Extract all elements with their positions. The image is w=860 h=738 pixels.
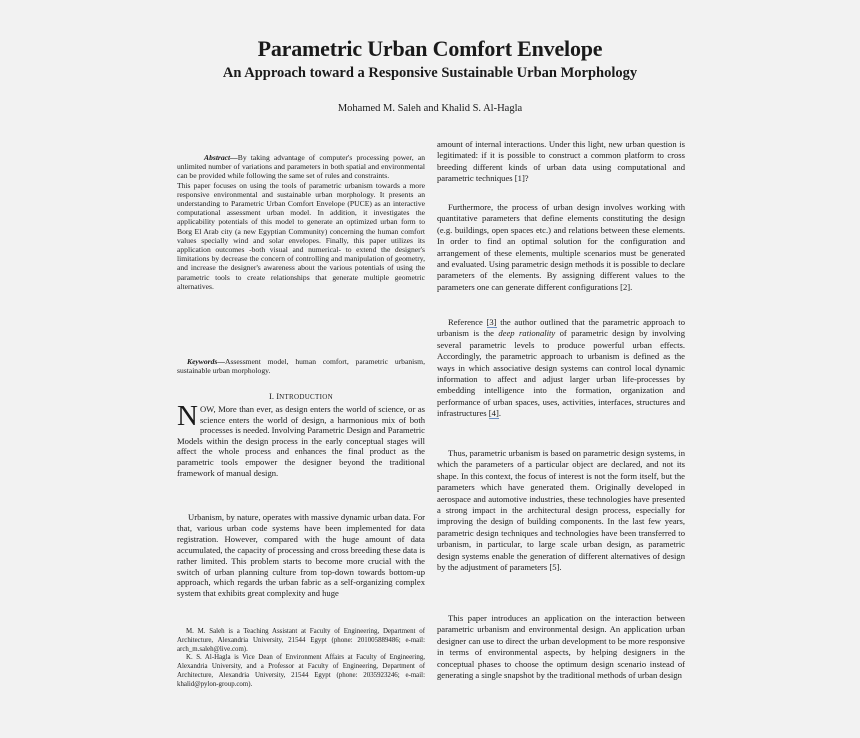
section-first-letter: I bbox=[276, 391, 280, 401]
footnote-1: M. M. Saleh is a Teaching Assistant at Faculty of Engineering, Department of Architecture, Alexandria University, 21544 Egypt (phone: 201005889486; e-mail: arch_m.saleh@live.com). bbox=[177, 628, 425, 653]
intro-paragraph-1 bbox=[177, 400, 425, 478]
paper-authors: Mohamed M. Saleh and Khalid S. Al-Hagla bbox=[337, 103, 523, 114]
paper-title: Parametric Urban Comfort Envelope bbox=[257, 36, 603, 61]
keywords-label: Keywords bbox=[187, 357, 218, 366]
right-text-3b: the author outlined that the parametric approach to urbanism is the bbox=[437, 317, 685, 339]
right-text-2: Furthermore, the process of urban design involves working with quantitative parameters that define elements constituting the design (e.g. buildings, open spaces etc.) and relations between these elements. In order to find an optimal solution for the configuration and arrangement of these elements, multiple scenarios must be generated and evaluated. Using parametric design methods it is possible to declare parameters of the elements. By assigning different values to the parameters one can generate different configurations [2]. bbox=[437, 202, 685, 292]
drop-cap: N bbox=[177, 400, 198, 432]
citation-link-3[interactable]: [3] bbox=[486, 317, 497, 327]
right-text-5: This paper introduces an application on the interaction between parametric urbanism and environmental design. An application urban designer can use to direct the urban development to be more responsive in terms of environmental aspects, by helping designers in the conceptual phases to choose the optimum design scenario instead of generating a single snapshot by the traditional methods of urban design bbox=[437, 613, 685, 681]
right-text-3 bbox=[437, 317, 685, 420]
section-title-rest: NTRODUCTION bbox=[279, 393, 333, 401]
right-text-1: amount of internal interactions. Under this light, new urban question is legitimated: if it is possible to construct a common platform to cross breeding different kinds of urban data using computational and parametric techniques [1]? bbox=[437, 139, 685, 184]
right-paragraph-3 bbox=[437, 317, 685, 420]
keywords-text: Assessment model, human comfort, parametric urbanism, sustainable urban morphology. bbox=[177, 357, 425, 376]
keywords-dash: — bbox=[217, 357, 225, 366]
intro-paragraph-2 bbox=[177, 512, 425, 599]
abstract-text-1: By taking advantage of computer's processing power, an unlimited number of variations and parameters in both spatial and environmental can be provided while following the same set of rules and constraints. bbox=[177, 153, 425, 181]
keywords-paragraph bbox=[177, 357, 425, 375]
right-paragraph-4 bbox=[437, 448, 685, 573]
abstract-paragraph-2: This paper focuses on using the tools of parametric urbanism towards a more responsive environmental and sustainable urban morphology. It presents an understanding to Parametric Urban Comfort Envelope (PUCE) as an interactive computational assessment urban model. In addition, it investigates the applicability potentials of this model to generate an optimized urban form to Borg El Arab city (a new Egyptian Community) concerning the human comfort values specially wind and solar envelopes. Finally, this paper utilizes its application outcomes -both visual and numerical- to extend the designer's limitations by decrease the concern of controlling and manipulation of geometry, and increase the designer's awareness about the various potentials of using the parametric tools to create relationships that generate multiple geometric alternatives. bbox=[177, 180, 425, 291]
right-text-3-emphasis: deep rationality bbox=[498, 328, 556, 339]
abstract-paragraph-1 bbox=[177, 153, 425, 181]
keywords-block bbox=[177, 357, 425, 375]
right-text-3a: Reference bbox=[448, 317, 487, 327]
intro-text-2: Urbanism, by nature, operates with massive dynamic urban data. For that, various urban code systems have been implemented for data registration. However, compared with the huge amount of data accumulated, the capacity of processing and cross breeding these data is rather limited. This problem starts to become more crucial with the switch of urban planning culture from top-down towards bottom-up approach, which regards the urban fabric as a self-organizing complex system that exhibits great complexity and huge bbox=[177, 512, 425, 599]
abstract-label: Abstract bbox=[204, 153, 231, 162]
footnotes bbox=[177, 628, 425, 690]
right-text-3c: of parametric design by involving several parametric levels to produce powerful urban effects. Accordingly, the parametric approach to urbanism is defined as the ways in which associative design systems can control local dynamic information to affect and adjust larger urban life-processes by embedding intelligence into the formation, organization and performance of urban spaces, uses, activities, interfaces, structures and infrastructures bbox=[437, 328, 685, 419]
citation-link-4[interactable]: [4] bbox=[488, 408, 499, 419]
intro-text-1: OW, More than ever, as design enters the world of science, or as science enters the world of design, a harmonious mix of both processes is needed. Involving Parametric Design and Parametric Models within the design process in the early conceptual stages will affect the whole process and enhances the final product as the parametric tools empower the designer beyond the traditional framework of manual design. bbox=[177, 404, 425, 478]
footnote-2: K. S. Al-Hagla is Vice Dean of Environment Affairs at Faculty of Engineering, Alexandria University, and a Professor at Faculty of Engineering, Department of Architecture, Alexandria University, 21544 Egypt (phone: 2035923246; e-mail: khalid@pylon-group.com). bbox=[177, 654, 425, 688]
section-number: I. bbox=[269, 391, 277, 401]
abstract-dash: — bbox=[230, 153, 238, 162]
right-paragraph-5 bbox=[437, 613, 685, 681]
abstract-block bbox=[177, 153, 425, 291]
right-text-3d: . bbox=[498, 408, 501, 419]
paper-subtitle: An Approach toward a Responsive Sustainable Urban Morphology bbox=[222, 65, 638, 81]
right-paragraph-2 bbox=[437, 202, 685, 293]
right-paragraph-1 bbox=[437, 139, 685, 185]
right-text-4: Thus, parametric urbanism is based on parametric design systems, in which the parameters of a particular object are declared, and not its shape. In this context, the focus of interest is not the form itself, but the parameters which have generated them. Originally developed in aerospace and automotive industries, these technologies have presented a strong impact in the architectural design process, especially for improving the design of building components. In the last few years, parametric design techniques and technologies have been transferred to urbanism, in particular, to large scale urban design, as parametric design systems enable the generation of different alternatives of design by the adjustment of parameters [5]. bbox=[437, 448, 685, 573]
section-heading-introduction bbox=[177, 391, 425, 401]
